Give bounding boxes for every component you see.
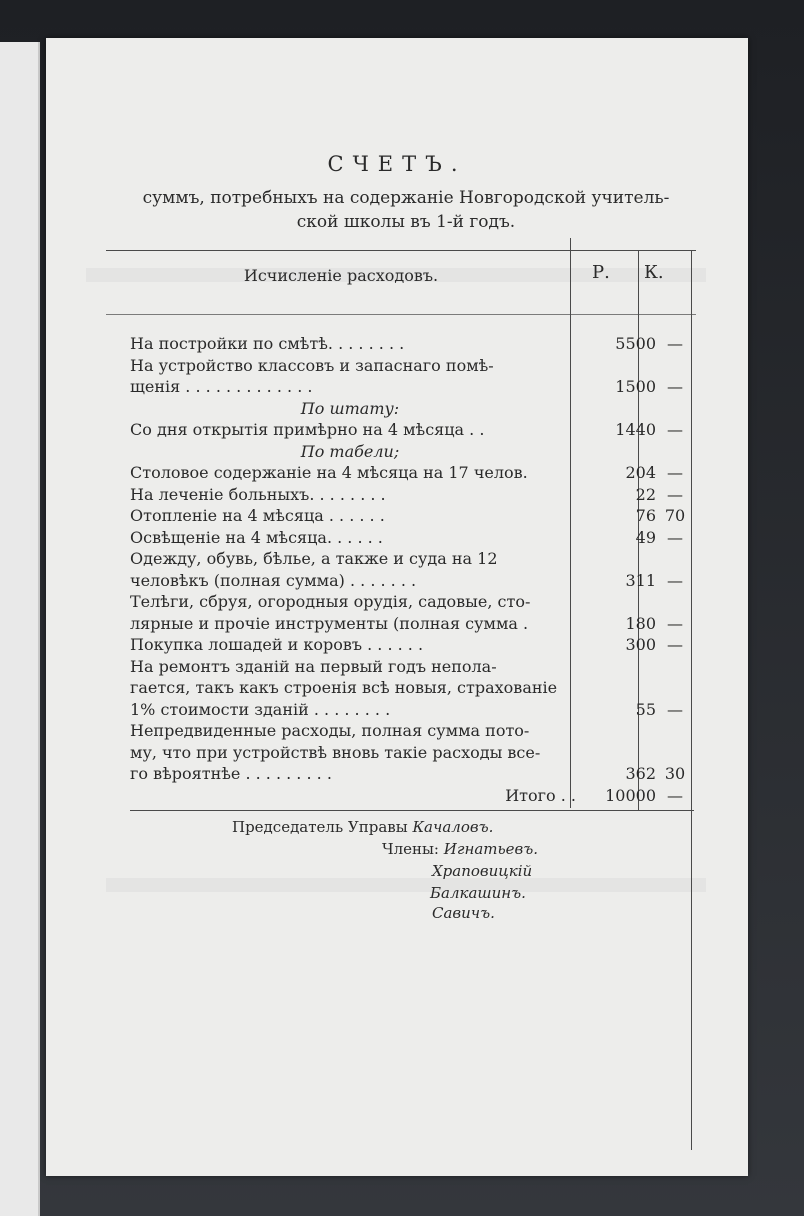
bleed-through-texture — [106, 878, 706, 892]
document-page — [46, 38, 748, 1176]
table-row-text: Покупка лошадей и коровъ . . . . . . — [130, 635, 424, 654]
table-row-text: Со дня открытія примѣрно на 4 мѣсяца . . — [130, 420, 485, 439]
table-row-kopecks: — — [667, 700, 683, 719]
members-label: Члены: — [382, 840, 439, 858]
table-row-rubles: 5500 — [615, 334, 656, 353]
member-signature: Балкашинъ. — [430, 884, 526, 902]
chairman-signature: Качаловъ. — [412, 818, 494, 836]
table-row-kopecks: — — [667, 485, 683, 504]
table-row-text: Освѣщеніе на 4 мѣсяца. . . . . . — [130, 528, 383, 547]
table-row-text: человѣкъ (полная сумма) . . . . . . . — [130, 571, 417, 590]
table-row-kopecks: — — [667, 528, 683, 547]
table-row-text: По табели; — [300, 442, 400, 461]
chairman-label: Председатель Управы — [232, 818, 408, 836]
table-row-text: Отопленіе на 4 мѣсяца . . . . . . — [130, 506, 385, 525]
table-row-text: му, что при устройствѣ вновь такіе расходы все- — [130, 743, 541, 762]
table-row-text: Телѣги, сбруя, огородныя орудія, садовые, сто- — [130, 592, 531, 611]
subtitle-line: ской школы въ 1-й годъ. — [296, 212, 516, 232]
header-description: Исчисленіе расходовъ. — [243, 266, 439, 285]
header-kopecks: К. — [644, 262, 664, 283]
table-row-text: лярные и прочіе инструменты (полная сумма . — [130, 614, 529, 633]
table-row-kopecks: 30 — [664, 764, 686, 783]
member-signature-line — [432, 862, 532, 880]
chairman-line — [232, 818, 493, 836]
table-row-text: гается, такъ какъ строенія всѣ новыя, страхованіе — [130, 678, 558, 697]
table-row-text: Столовое содержаніе на 4 мѣсяца на 17 челов. — [130, 463, 528, 482]
table-row-rubles: 1440 — [615, 420, 656, 439]
table-row-kopecks: — — [667, 614, 683, 633]
table-row-rubles: 76 — [635, 506, 656, 525]
member-signature: Игнатьевъ. — [443, 840, 539, 858]
table-row-rubles: 180 — [625, 614, 656, 633]
table-row-kopecks: — — [667, 635, 683, 654]
table-row-kopecks: — — [667, 377, 683, 396]
member-signature-line — [432, 904, 495, 922]
table-row-text: На устройство классовъ и запаснаго помѣ- — [130, 356, 494, 375]
total-label: Итого . . — [505, 786, 576, 805]
header-bottom-rule — [106, 314, 696, 315]
table-row-rubles: 1500 — [615, 377, 656, 396]
member-signature: Савичъ. — [432, 904, 495, 922]
table-row-text: По штату: — [300, 399, 400, 418]
table-row-rubles: 22 — [635, 485, 656, 504]
table-row-rubles: 300 — [625, 635, 656, 654]
table-row-text: Непредвиденные расходы, полная сумма пото- — [130, 721, 530, 740]
table-row-text: На леченіе больныхъ. . . . . . . . — [130, 485, 386, 504]
table-row-text: щенія . . . . . . . . . . . . . — [130, 377, 313, 396]
members-line — [382, 840, 538, 858]
table-row-text: го вѣроятнѣе . . . . . . . . . — [130, 764, 332, 783]
table-row-rubles: 55 — [635, 700, 656, 719]
header-rubles: Р. — [592, 262, 610, 283]
table-row-text: На постройки по смѣтѣ. . . . . . . . — [130, 334, 405, 353]
table-row-text: Одежду, обувь, бѣлье, а также и суда на 12 — [130, 549, 498, 568]
subtitle-line: суммъ, потребныхъ на содержаніе Новгородской учитель- — [142, 188, 670, 208]
facing-page-edge — [0, 42, 40, 1216]
table-row-rubles: 204 — [625, 463, 656, 482]
table-row-rubles: 49 — [635, 528, 656, 547]
page-subtitle — [106, 186, 706, 234]
table-row-kopecks: — — [667, 420, 683, 439]
table-row-rubles: 362 — [625, 764, 656, 783]
table-row-rubles: 311 — [625, 571, 656, 590]
table-row-kopecks: — — [667, 463, 683, 482]
member-signature: Храповицкій — [432, 862, 533, 880]
table-top-rule — [106, 250, 696, 251]
total-kopecks: — — [667, 786, 683, 805]
table-row-kopecks: — — [667, 571, 683, 590]
table-row-text: 1% стоимости зданій . . . . . . . . — [130, 700, 391, 719]
member-signature-line — [430, 884, 526, 902]
table-row-kopecks: — — [667, 334, 683, 353]
page-title: СЧЕТЪ. — [327, 152, 467, 176]
table-row-kopecks: 70 — [664, 506, 686, 525]
column-divider-rubles — [570, 238, 571, 808]
total-rubles: 10000 — [605, 786, 656, 805]
table-row-text: На ремонтъ зданій на первый годъ непола- — [130, 657, 497, 676]
table-bottom-rule — [130, 810, 694, 811]
